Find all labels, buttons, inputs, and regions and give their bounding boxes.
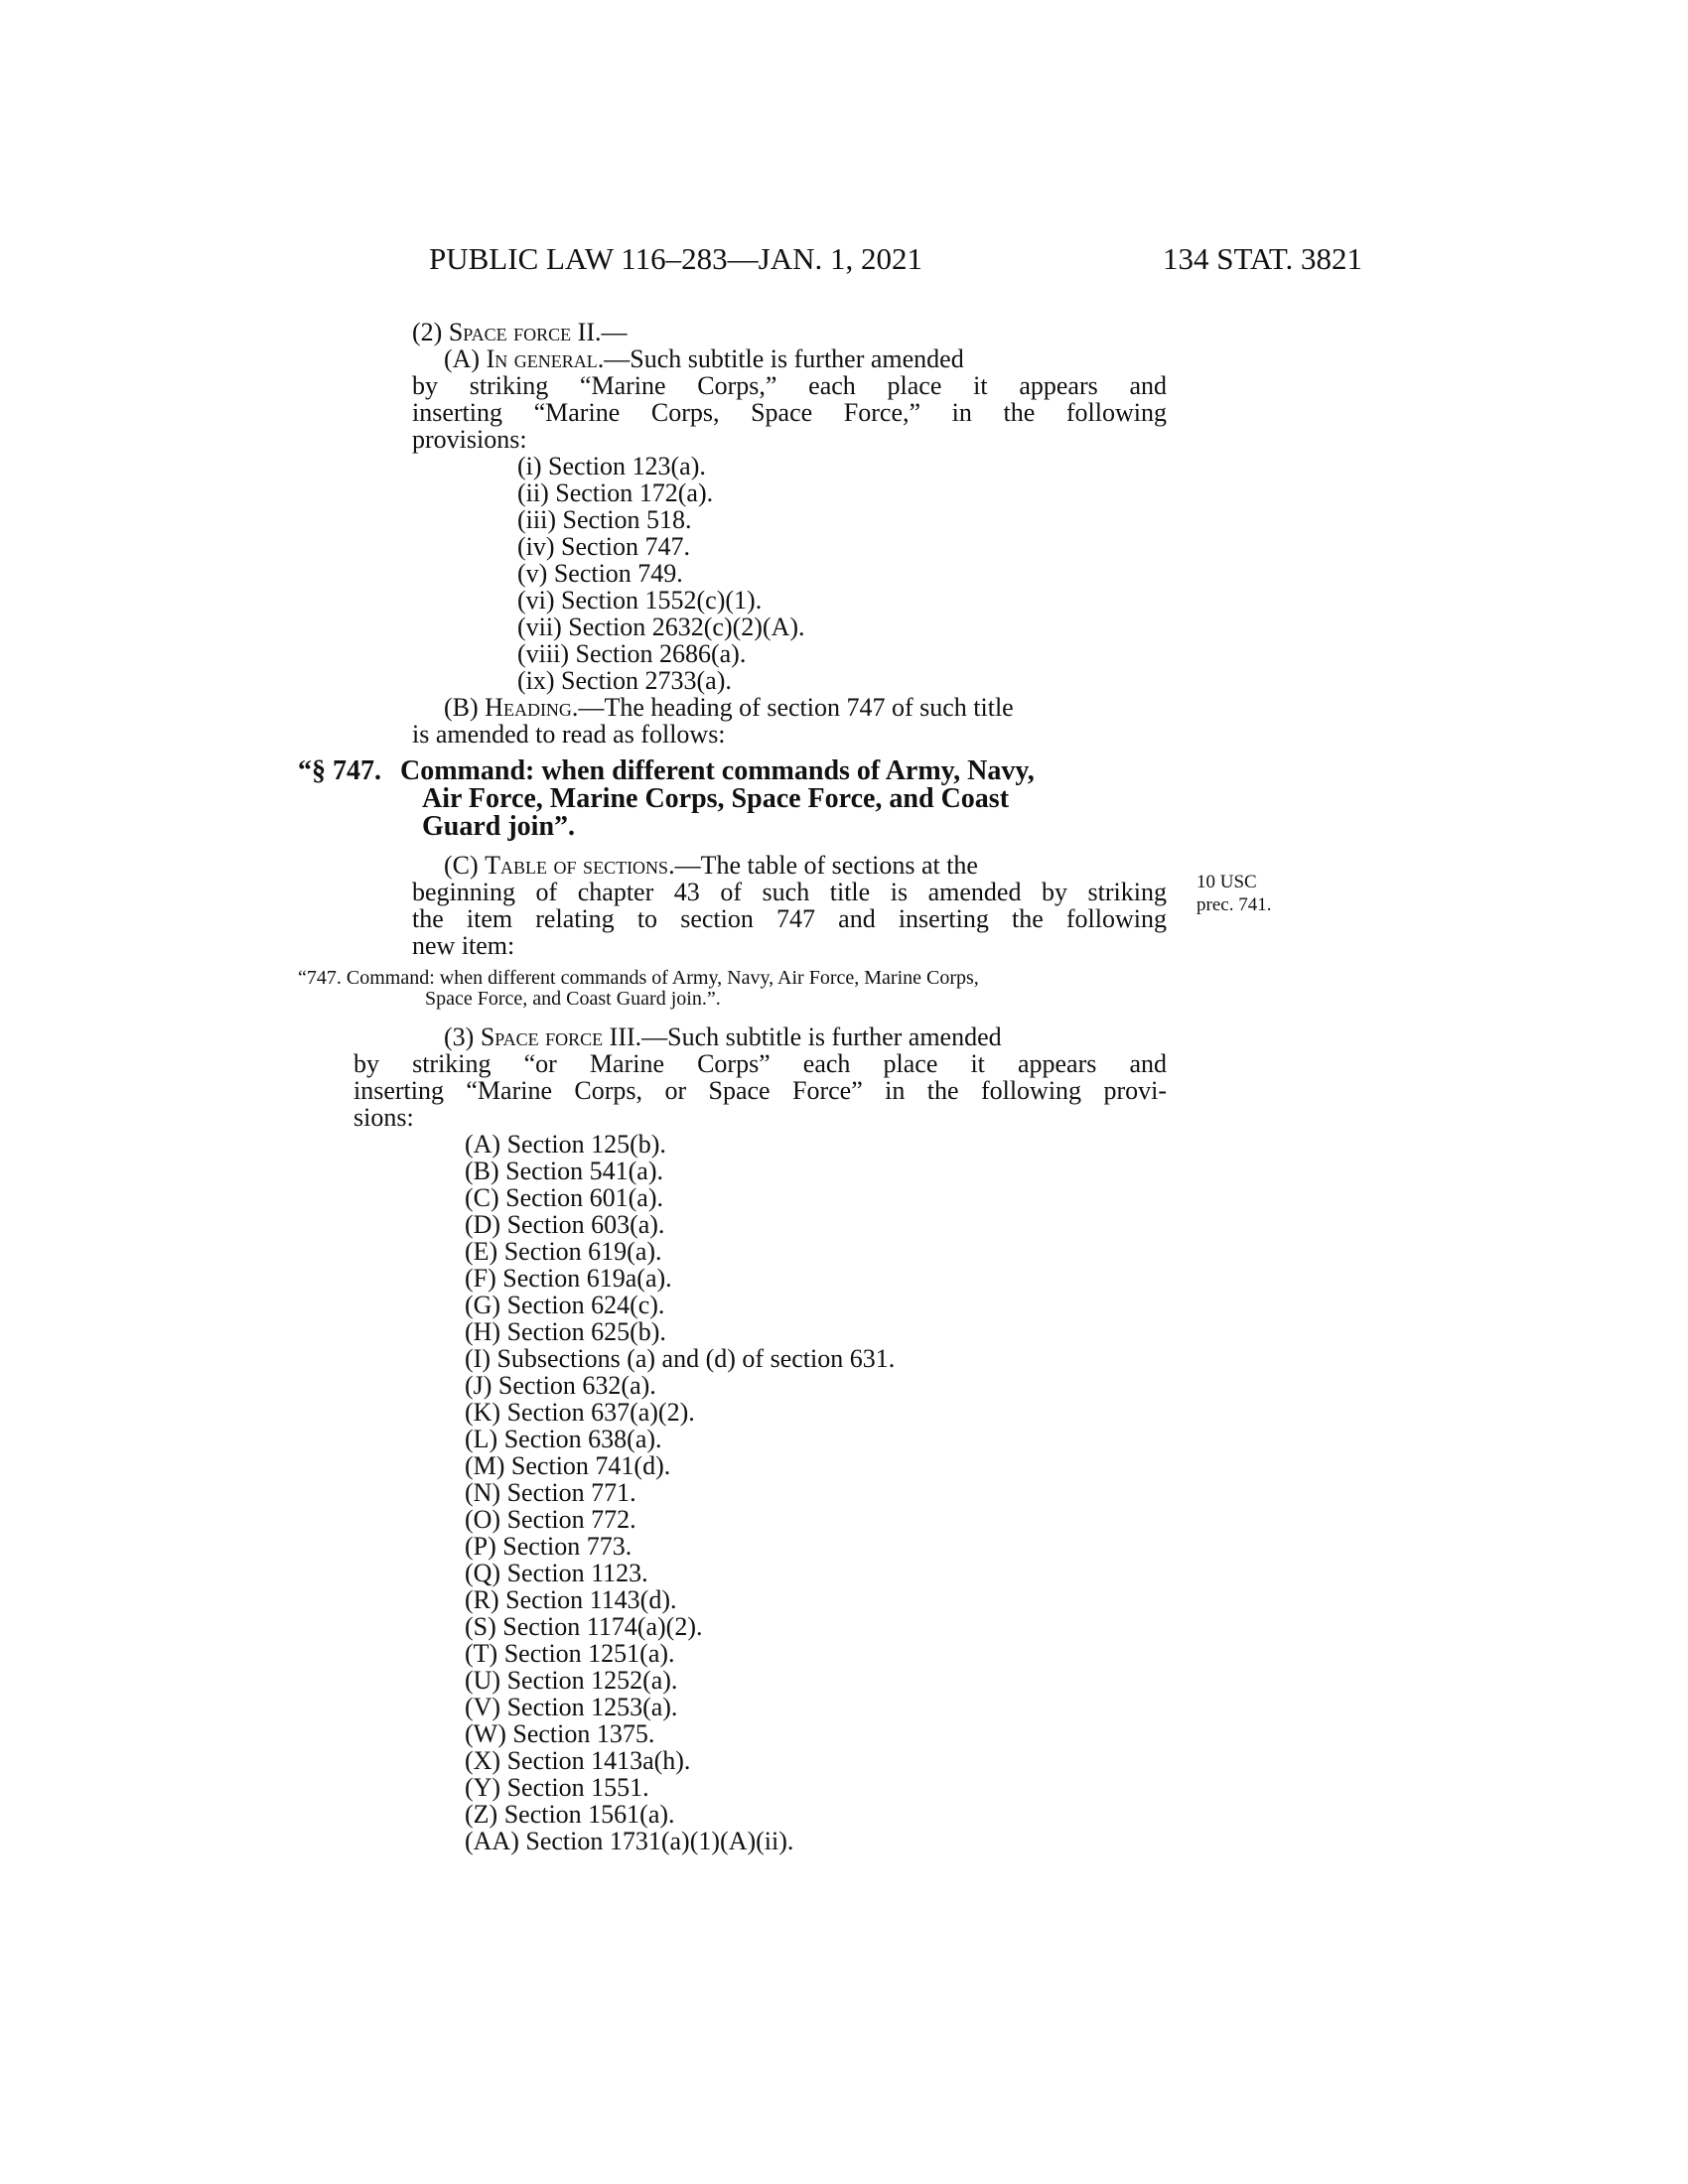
subpara-c-text-1: The table of sections at the — [700, 851, 978, 880]
subpara-c-line-3: the item relating to section 747 and inserting the following — [412, 904, 1167, 933]
statute-page-number: 134 STAT. 3821 — [1162, 241, 1362, 276]
list-item: (iv) Section 747. — [517, 532, 691, 561]
list-item: (AA) Section 1731(a)(1)(A)(ii). — [465, 1827, 794, 1855]
list-item: (Y) Section 1551. — [465, 1773, 649, 1802]
subpara-a-line-4: provisions: — [412, 425, 527, 454]
toc-item-line-2: Space Force, and Coast Guard join.”. — [425, 988, 721, 1010]
para-3-line-2: by striking “or Marine Corps” each place it appears and — [353, 1049, 1167, 1078]
subpara-c-line-1 — [444, 852, 1167, 879]
margin-note-line-1: 10 USC — [1196, 872, 1257, 892]
subpara-a-line-3: inserting “Marine Corps, Space Force,” in the following — [412, 398, 1167, 427]
list-item: (X) Section 1413a(h). — [465, 1746, 691, 1775]
subpara-b-line-1 — [444, 694, 1167, 721]
list-item: (A) Section 125(b). — [465, 1130, 666, 1159]
list-item: (U) Section 1252(a). — [465, 1666, 678, 1695]
list-item: (i) Section 123(a). — [517, 452, 706, 480]
subpara-c-title: Table of sections.— — [485, 851, 701, 880]
page-header — [429, 241, 1362, 285]
margin-note-line-2: prec. 741. — [1196, 894, 1272, 915]
list-item: (Z) Section 1561(a). — [465, 1800, 675, 1829]
list-item: (T) Section 1251(a). — [465, 1639, 675, 1668]
subpara-a-label: (A) — [444, 344, 481, 373]
list-item: (ii) Section 172(a). — [517, 478, 714, 507]
list-item: (E) Section 619(a). — [465, 1237, 662, 1266]
section-heading-line-3: Guard join”. — [422, 811, 576, 842]
list-item: (N) Section 771. — [465, 1478, 636, 1507]
section-heading-line-2: Air Force, Marine Corps, Space Force, and Coast — [422, 783, 1010, 814]
para-2-title: Space force II.— — [448, 318, 628, 346]
list-item: (G) Section 624(c). — [465, 1291, 665, 1319]
subpara-b-label: (B) — [444, 693, 479, 722]
subpara-a-line-2: by striking “Marine Corps,” each place it appears and — [412, 371, 1167, 400]
list-item: (B) Section 541(a). — [465, 1157, 664, 1185]
para-2-label: (2) — [412, 318, 443, 346]
subpara-c-label: (C) — [444, 851, 479, 880]
subpara-c-line-4: new item: — [412, 931, 515, 960]
list-item: (D) Section 603(a). — [465, 1210, 665, 1239]
list-item: (R) Section 1143(d). — [465, 1585, 677, 1614]
list-item: (V) Section 1253(a). — [465, 1693, 678, 1721]
section-heading-text-1: Command: when different commands of Army, Navy, — [400, 755, 1035, 786]
list-item: (vii) Section 2632(c)(2)(A). — [517, 613, 805, 641]
list-item: (P) Section 773. — [465, 1532, 633, 1561]
list-item: (F) Section 619a(a). — [465, 1264, 672, 1293]
subpara-c-line-2: beginning of chapter 43 of such title is amended by striking — [412, 878, 1167, 906]
subpara-b-line-2: is amended to read as follows: — [412, 720, 726, 749]
toc-item-line-1: “747. Command: when different commands of Army, Navy, Air Force, Marine Corps, — [298, 967, 979, 989]
list-item: (K) Section 637(a)(2). — [465, 1398, 695, 1427]
list-item: (M) Section 741(d). — [465, 1451, 671, 1480]
para-3-text-1: Such subtitle is further amended — [667, 1023, 1002, 1051]
section-heading-line-1 — [400, 757, 1168, 785]
list-item: (J) Section 632(a). — [465, 1371, 656, 1400]
list-item: (v) Section 749. — [517, 559, 683, 588]
para-2-heading — [412, 319, 627, 345]
section-symbol-number: “§ 747. — [298, 755, 381, 786]
list-item: (W) Section 1375. — [465, 1719, 655, 1748]
para-3-label: (3) — [444, 1023, 475, 1051]
para-3-line-1 — [444, 1024, 1167, 1050]
list-item: (I) Subsections (a) and (d) of section 631. — [465, 1344, 896, 1373]
list-item: (viii) Section 2686(a). — [517, 639, 747, 668]
list-item: (vi) Section 1552(c)(1). — [517, 586, 763, 614]
subpara-a-title: In general.— — [486, 344, 631, 373]
list-item: (S) Section 1174(a)(2). — [465, 1612, 703, 1641]
subpara-b-text-1: The heading of section 747 of such title — [604, 693, 1014, 722]
para-3-title: Space force III.— — [480, 1023, 668, 1051]
list-item: (L) Section 638(a). — [465, 1425, 662, 1453]
list-item: (H) Section 625(b). — [465, 1317, 666, 1346]
subpara-b-title: Heading.— — [485, 693, 605, 722]
subpara-a-text-1: Such subtitle is further amended — [630, 344, 964, 373]
para-3-line-4: sions: — [353, 1103, 414, 1132]
margin-note — [1196, 871, 1271, 916]
list-item: (iii) Section 518. — [517, 505, 692, 534]
list-item: (C) Section 601(a). — [465, 1183, 664, 1212]
subpara-a-line-1 — [444, 345, 1167, 372]
list-item: (ix) Section 2733(a). — [517, 666, 732, 695]
public-law-citation: PUBLIC LAW 116–283—JAN. 1, 2021 — [429, 241, 922, 276]
para-3-line-3: inserting “Marine Corps, or Space Force” in the following provi- — [353, 1076, 1167, 1105]
list-item: (O) Section 772. — [465, 1505, 636, 1534]
list-item: (Q) Section 1123. — [465, 1559, 648, 1587]
